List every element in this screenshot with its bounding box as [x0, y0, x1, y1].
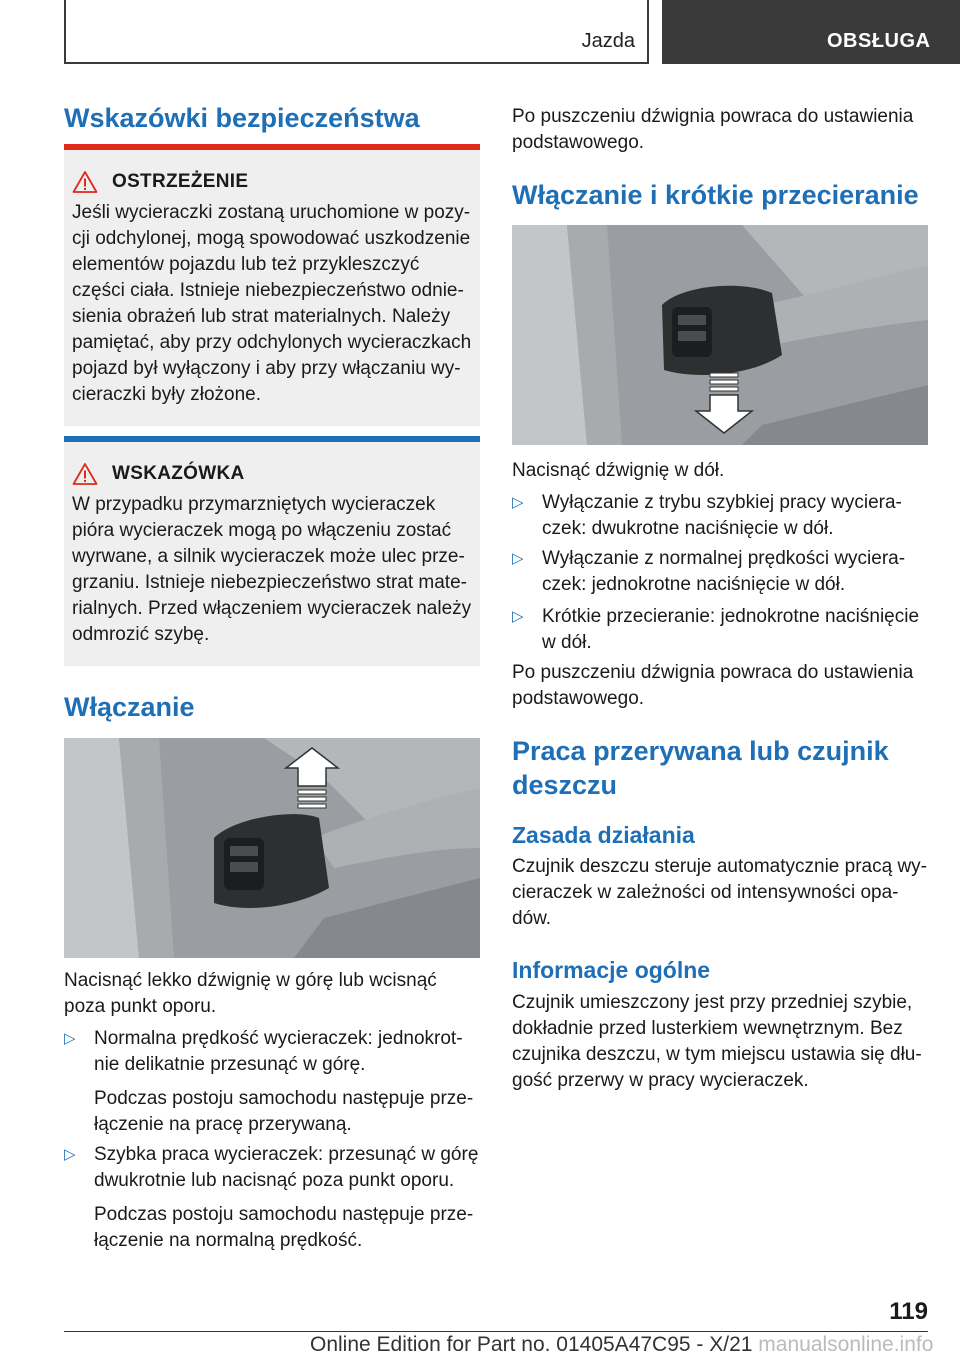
text-line: Wyłączanie z normalnej prędkości wyciera-: [542, 548, 906, 569]
heading-interval: [512, 734, 889, 802]
heading-switch-on: Włączanie: [64, 692, 195, 722]
text-line: Wyłączanie z trybu szybkiej pracy wyciera-: [542, 492, 902, 513]
text-line: poza punkt oporu.: [64, 996, 217, 1017]
text-line: Podczas postoju samochodu następuje prze-: [94, 1088, 474, 1109]
warning-text: [72, 200, 472, 408]
subheading-general: Informacje ogólne: [512, 957, 711, 983]
list-item: [512, 604, 928, 660]
text-line: Po puszczeniu dźwignia powraca do ustawienia: [512, 662, 914, 683]
text-line: podstawowego.: [512, 688, 645, 709]
warning-triangle-icon: [72, 462, 98, 486]
text-line: Krótkie przecieranie: jednokrotne naciśnięcie: [542, 606, 920, 627]
footer-divider: [64, 1331, 928, 1332]
text-line: nie delikatnie przesunąć w górę.: [94, 1054, 366, 1075]
warning-line: pamiętać, aby przy odchylonych wycieraczkach: [72, 332, 472, 353]
text-line: Nacisnąć lekko dźwignię w górę lub wcisnąć: [64, 970, 437, 991]
text-line: Normalna prędkość wycieraczek: jednokrot-: [94, 1028, 463, 1049]
text-line: łączenie na pracę przerywaną.: [94, 1114, 352, 1135]
warning-line: elementów pojazdu lub też przykleszczyć: [72, 254, 420, 275]
notice-line: wyrwane, a silnik wycieraczek może ulec prze-: [72, 546, 465, 567]
header-chapter: Jazda: [581, 30, 635, 52]
heading-switch-off: Włączanie i krótkie przecieranie: [512, 180, 919, 210]
text-line: dwukrotnie lub nacisnąć poza punkt oporu.: [94, 1170, 455, 1191]
notice-line: odmrozić szybę.: [72, 624, 210, 645]
edition-text: Online Edition for Part no. 01405A47C95 - X/21: [310, 1333, 753, 1356]
return-text-2: [512, 660, 913, 712]
notice-line: W przypadku przymarzniętych wycieraczek: [72, 494, 436, 515]
list-item: [64, 1142, 480, 1252]
bullet-arrow-icon: ▷: [64, 1030, 76, 1047]
warning-label: OSTRZEŻENIE: [112, 171, 249, 192]
notice-header: [72, 462, 245, 486]
text-line: czujnika deszczu, w tym miejscu ustawia się dłu-: [512, 1044, 922, 1065]
text-line: Podczas postoju samochodu następuje prze-: [94, 1204, 474, 1225]
bullet-arrow-icon: ▷: [512, 550, 524, 567]
warning-line: cieraczki były złożone.: [72, 384, 262, 405]
heading-line: deszczu: [512, 770, 618, 800]
text-line: cieraczek w zależności od intensywności opa-: [512, 882, 899, 903]
text-line: Szybka praca wycieraczek: przesunąć w górę: [94, 1144, 479, 1165]
bullet-arrow-icon: ▷: [512, 494, 524, 511]
text-line: podstawowego.: [512, 132, 645, 153]
warning-box: [64, 144, 480, 426]
heading-line: Praca przerywana lub czujnik: [512, 736, 889, 766]
wiper-lever-down-image: [512, 225, 928, 445]
text-line: dów.: [512, 908, 552, 929]
text-line: w dół.: [542, 632, 592, 653]
notice-line: pióra wycieraczek mogą po włączeniu zostać: [72, 520, 452, 541]
bullet-arrow-icon: ▷: [64, 1146, 76, 1163]
text-line: Czujnik umieszczony jest przy przedniej szybie,: [512, 992, 913, 1013]
text-line: Czujnik deszczu steruje automatycznie pracą wy-: [512, 856, 928, 877]
general-text: [512, 990, 922, 1094]
page-number: 119: [889, 1298, 928, 1325]
footer-edition: [310, 1333, 933, 1357]
header-section: OBSŁUGA: [827, 30, 931, 52]
switch-off-intro: Nacisnąć dźwignię w dół.: [512, 460, 725, 481]
warning-line: Jeśli wycieraczki zostaną uruchomione w pozy-: [72, 202, 471, 223]
notice-label: WSKAZÓWKA: [112, 463, 245, 484]
header-section-tab: [662, 0, 960, 64]
warning-header: [72, 170, 248, 194]
text-line: gość przerwy w pracy wycieraczek.: [512, 1070, 809, 1091]
notice-bar: [64, 436, 480, 442]
wiper-lever-up-image: [64, 738, 480, 958]
warning-line: sienia obrażeń lub strat materialnych. Należy: [72, 306, 451, 327]
watermark: manualsonline.info: [758, 1333, 934, 1356]
text-line: czek: jednokrotne naciśnięcie w dół.: [542, 574, 846, 595]
subheading-principle: Zasada działania: [512, 822, 695, 848]
notice-line: grzaniu. Istnieje niebezpieczeństwo strat mate-: [72, 572, 467, 593]
text-line: łączenie na normalną prędkość.: [94, 1230, 363, 1251]
list-item: [512, 546, 928, 602]
list-item: [512, 490, 928, 546]
notice-line: rialnych. Przed włączeniem wycieraczek należy: [72, 598, 472, 619]
bullet-arrow-icon: ▷: [512, 608, 524, 625]
warning-line: części ciała. Istnieje niebezpieczeństwo odnie-: [72, 280, 464, 301]
principle-text: [512, 854, 927, 932]
warning-bar: [64, 144, 480, 150]
warning-line: cji odchylonej, mogą spowodować uszkodzenie: [72, 228, 471, 249]
notice-text: [72, 492, 472, 648]
header-chapter-box: [64, 0, 649, 64]
list-item: [64, 1026, 480, 1136]
warning-triangle-icon: [72, 170, 98, 194]
text-line: Po puszczeniu dźwignia powraca do ustawienia: [512, 106, 914, 127]
text-line: dokładnie przed lusterkiem wewnętrznym. Bez: [512, 1018, 903, 1039]
warning-line: pojazd był wyłączony i aby przy włączaniu wy-: [72, 358, 461, 379]
switch-on-intro: [64, 968, 437, 1020]
text-line: czek: dwukrotne naciśnięcie w dół.: [542, 518, 834, 539]
return-text: [512, 104, 913, 156]
notice-box: [64, 436, 480, 666]
heading-safety: Wskazówki bezpieczeństwa: [64, 103, 420, 133]
